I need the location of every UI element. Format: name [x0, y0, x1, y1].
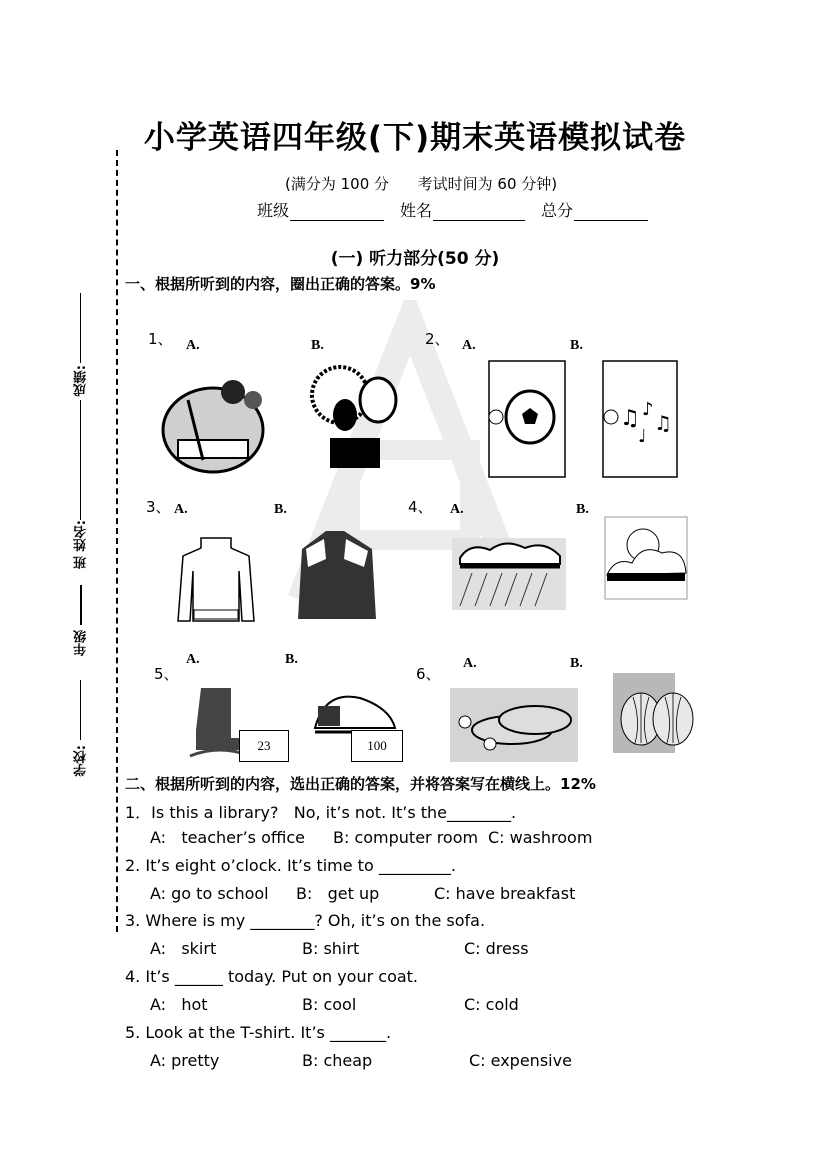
total-score-label: 总分: [541, 201, 574, 220]
cloudy-sun-picture-icon[interactable]: [603, 515, 689, 601]
item-4-number: 4、: [408, 498, 433, 516]
item-2-option-a[interactable]: A.: [462, 338, 476, 353]
item-2-option-b[interactable]: B.: [570, 338, 583, 353]
item-6-option-a[interactable]: A.: [463, 656, 477, 671]
school-label: 学校:: [74, 745, 89, 777]
onions-picture-icon[interactable]: [613, 673, 701, 753]
q2-option-b[interactable]: B: get up: [296, 884, 380, 903]
q5-option-a[interactable]: A: pretty: [150, 1051, 220, 1070]
class-field[interactable]: [257, 198, 384, 221]
question-1: 1．Is this a library? No, it’s not. It’s the________.: [125, 803, 517, 822]
cucumbers-picture-icon[interactable]: [450, 688, 578, 762]
class-label: 班级: [257, 201, 290, 220]
q3-option-a[interactable]: A: skirt: [150, 939, 217, 958]
q1-option-b[interactable]: B: computer room: [333, 828, 479, 847]
soccer-ball-picture-icon[interactable]: [488, 360, 566, 478]
q2-option-c[interactable]: C: have breakfast: [434, 884, 576, 903]
exam-subtitle: (满分为 100 分 考试时间为 60 分钟): [285, 175, 558, 193]
question-5: 5. Look at the T-shirt. It’s _______.: [125, 1023, 392, 1042]
class-blank[interactable]: [290, 204, 384, 221]
item-2-number: 2、: [425, 330, 450, 348]
q4-option-c[interactable]: C: cold: [464, 995, 519, 1014]
q4-option-b[interactable]: B: cool: [302, 995, 357, 1014]
name-blank[interactable]: [433, 204, 525, 221]
boy-eating-picture-icon[interactable]: [300, 360, 405, 472]
name-field[interactable]: [400, 198, 525, 221]
item-6-option-b[interactable]: B.: [570, 656, 583, 671]
sneakers-price-tag: 100: [351, 730, 403, 762]
question-4: 4. It’s ______ today. Put on your coat.: [125, 967, 419, 986]
q2-option-a[interactable]: A: go to school: [150, 884, 269, 903]
svg-text:♫: ♫: [620, 406, 640, 431]
part1-heading: 一、根据所听到的内容，圈出正确的答案。9%: [125, 275, 436, 293]
q1-option-c[interactable]: C: washroom: [488, 828, 593, 847]
class-name-label: 班 姓名:: [74, 520, 89, 569]
total-score-blank[interactable]: [574, 204, 648, 221]
question-2: 2. It’s eight o’clock. It’s time to _________.: [125, 856, 456, 875]
item-1-option-b[interactable]: B.: [311, 338, 324, 353]
listening-section-title: (一) 听力部分(50 分): [330, 249, 500, 269]
item-4-option-a[interactable]: A.: [450, 502, 464, 517]
item-5-number: 5、: [154, 665, 179, 683]
q3-option-b[interactable]: B: shirt: [302, 939, 360, 958]
exam-title: 小学英语四年级(下)期末英语模拟试卷: [143, 120, 687, 156]
boots-price-tag: 23: [239, 730, 289, 762]
part2-heading: 二、根据所听到的内容，选出正确的答案，并将答案写在横线上。12%: [125, 775, 596, 793]
grade-label: 年级: [74, 630, 89, 656]
svg-text:♪: ♪: [642, 399, 654, 420]
score-blank-line[interactable]: [80, 293, 81, 363]
item-6-number: 6、: [416, 665, 441, 683]
binding-margin: [62, 285, 102, 805]
item-3-number: 3、: [146, 498, 171, 516]
item-3-option-a[interactable]: A.: [174, 502, 188, 517]
grade-blank-line[interactable]: [80, 680, 81, 740]
item-5-option-b[interactable]: B.: [285, 652, 298, 667]
total-score-field[interactable]: [541, 198, 648, 221]
sweater-picture-icon[interactable]: [176, 530, 256, 626]
q1-option-a[interactable]: A: teacher’s office: [150, 828, 305, 847]
fountain-picture-icon[interactable]: [158, 370, 268, 480]
item-3-option-b[interactable]: B.: [274, 502, 287, 517]
name-blank-line[interactable]: [80, 400, 81, 520]
class-blank-line[interactable]: [80, 585, 82, 625]
name-label: 姓名: [400, 201, 433, 220]
jacket-picture-icon[interactable]: [296, 527, 378, 627]
item-1-option-a[interactable]: A.: [186, 338, 200, 353]
question-3: 3. Where is my ________? Oh, it’s on the sofa.: [125, 911, 486, 930]
svg-text:♫: ♫: [654, 411, 672, 435]
q4-option-a[interactable]: A: hot: [150, 995, 208, 1014]
item-5-option-a[interactable]: A.: [186, 652, 200, 667]
item-4-option-b[interactable]: B.: [576, 502, 589, 517]
item-1-number: 1、: [148, 330, 173, 348]
score-label: 成绩:: [74, 365, 89, 397]
q5-option-c[interactable]: C: expensive: [469, 1051, 572, 1070]
q3-option-c[interactable]: C: dress: [464, 939, 529, 958]
q5-option-b[interactable]: B: cheap: [302, 1051, 373, 1070]
music-notes-picture-icon[interactable]: [602, 360, 678, 478]
student-info-fields: [257, 198, 648, 221]
svg-text:♩: ♩: [638, 426, 647, 447]
rainy-picture-icon[interactable]: [452, 538, 566, 610]
